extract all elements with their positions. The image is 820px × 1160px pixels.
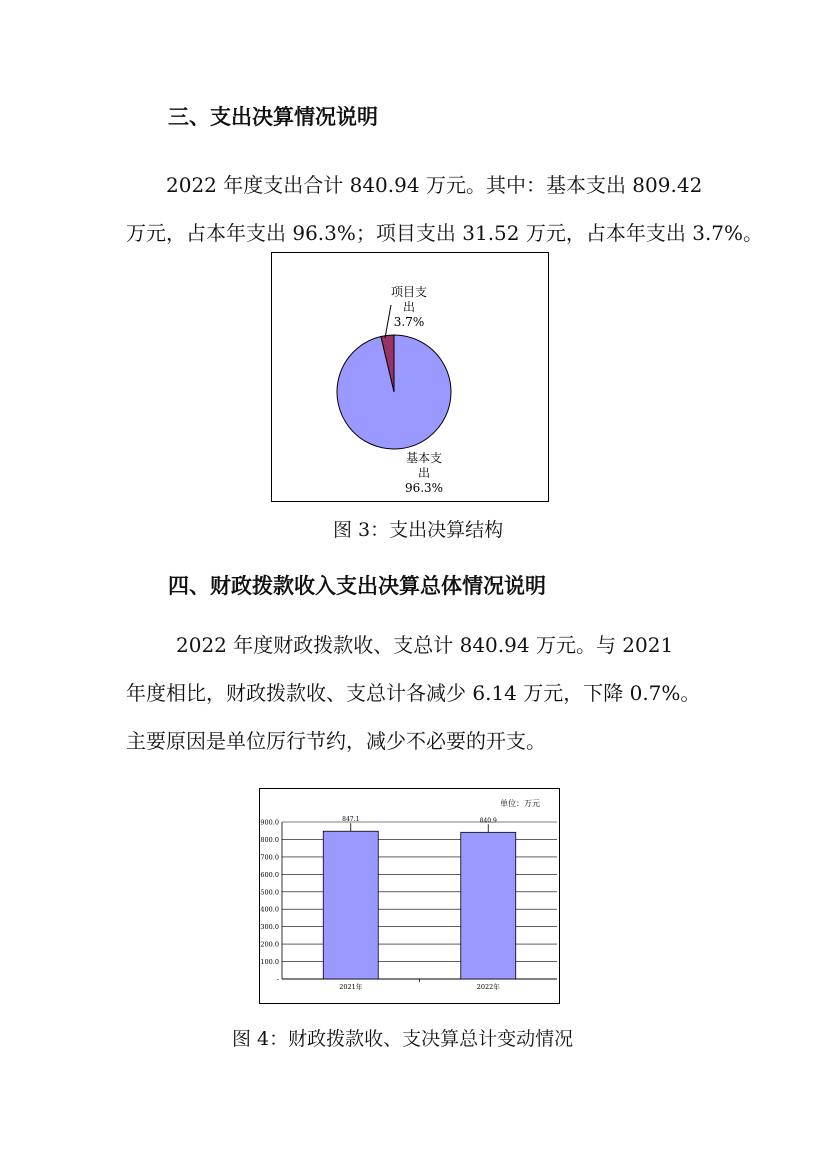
pie-leader-line — [385, 305, 391, 338]
y-tick-label: 800.0 — [260, 835, 279, 844]
y-tick-label: 700.0 — [260, 853, 279, 862]
y-tick-label: 500.0 — [260, 888, 279, 897]
pie-label-basic-line1: 基本支 — [405, 451, 443, 465]
section-4-heading: 四、财政拨款收入支出决算总体情况说明 — [168, 574, 546, 598]
section-3-paragraph — [126, 161, 764, 257]
budget-bar-chart — [260, 789, 559, 1003]
paragraph-line: 主要原因是单位厉行节约，减少不必要的开支。 — [126, 729, 546, 753]
figure-4-caption: 图 4：财政拨款收、支决算总计变动情况 — [232, 1028, 574, 1050]
x-category-label: 2021年 — [339, 983, 363, 991]
bar-value-label: 847.1 — [342, 816, 360, 824]
paragraph-line: 万元，占本年支出 96.3%；项目支出 31.52 万元，占本年支出 3.7%。 — [126, 221, 764, 245]
y-tick-label: 400.0 — [260, 905, 279, 914]
y-tick-label: 900.0 — [260, 818, 279, 827]
paragraph-line: 年度相比，财政拨款收、支总计各减少 6.14 万元，下降 0.7%。 — [126, 681, 701, 705]
expenditure-pie-chart-frame — [271, 252, 549, 502]
expenditure-pie-chart — [272, 253, 548, 501]
pie-label-project-line1: 项目支 — [390, 285, 428, 299]
section-4-paragraph — [126, 621, 701, 765]
y-tick-label: 200.0 — [260, 940, 279, 949]
y-tick-label: 100.0 — [260, 958, 279, 967]
y-tick-label: - — [276, 975, 279, 984]
pie-label-project-percent: 3.7% — [393, 315, 425, 329]
unit-label: 单位：万元 — [500, 799, 540, 808]
bar-2021年 — [323, 831, 378, 979]
pie-label-basic-line2: 出 — [417, 466, 431, 480]
pie-label-basic-percent: 96.3% — [404, 481, 444, 495]
budget-bar-chart-frame — [259, 788, 560, 1004]
section-3-heading: 三、支出决算情况说明 — [168, 105, 378, 129]
bar-2022年 — [461, 832, 516, 979]
x-category-label: 2022年 — [476, 983, 500, 991]
pie-label-project-line2: 出 — [402, 300, 416, 314]
y-tick-label: 300.0 — [260, 923, 279, 932]
y-tick-label: 600.0 — [260, 870, 279, 879]
paragraph-line: 2022 年度支出合计 840.94 万元。其中：基本支出 809.42 — [166, 173, 703, 197]
bar-value-label: 840.9 — [479, 817, 497, 825]
figure-3-caption: 图 3：支出决算结构 — [333, 519, 504, 541]
paragraph-line: 2022 年度财政拨款收、支总计 840.94 万元。与 2021 — [176, 633, 674, 657]
pie-slice-basic — [337, 335, 451, 449]
